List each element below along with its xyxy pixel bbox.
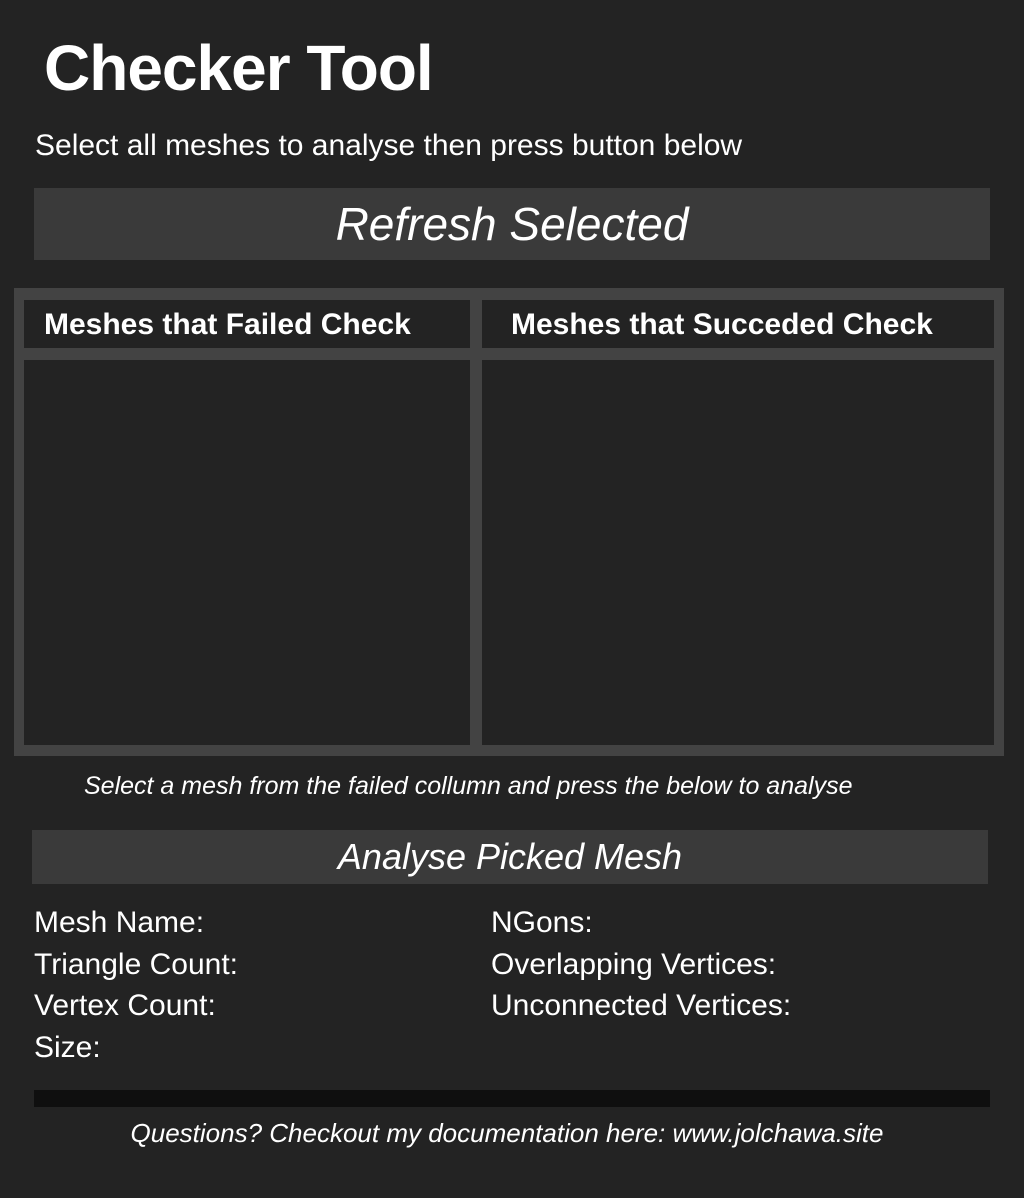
subtitle-instruction: Select all meshes to analyse then press button below — [35, 129, 743, 162]
analyse-picked-mesh-button[interactable]: Analyse Picked Mesh — [32, 830, 988, 884]
stat-vertex-count: Vertex Count: — [34, 989, 216, 1022]
mesh-stats-left — [34, 902, 238, 1068]
documentation-footer: Questions? Checkout my documentation here: www.jolchawa.site — [130, 1118, 884, 1148]
stat-mesh-name: Mesh Name: — [34, 906, 205, 939]
stat-size: Size: — [34, 1030, 101, 1064]
succeeded-column-header: Meshes that Succeded Check — [482, 300, 994, 348]
stat-unconnected-vertices: Unconnected Vertices: — [491, 989, 792, 1022]
stat-overlapping-vertices: Overlapping Vertices: — [491, 947, 777, 981]
stat-triangle-count: Triangle Count: — [34, 947, 238, 981]
divider-bar — [34, 1090, 990, 1107]
failed-meshes-list[interactable] — [24, 360, 470, 745]
app-title: Checker Tool — [44, 32, 433, 104]
failed-column-header: Meshes that Failed Check — [24, 300, 470, 348]
succeeded-meshes-list[interactable] — [482, 360, 994, 745]
analyse-instruction: Select a mesh from the failed collumn and press the below to analyse — [84, 772, 853, 800]
stat-ngons: NGons: — [491, 906, 593, 939]
refresh-selected-button[interactable]: Refresh Selected — [34, 188, 990, 260]
mesh-stats-right — [491, 902, 791, 1027]
